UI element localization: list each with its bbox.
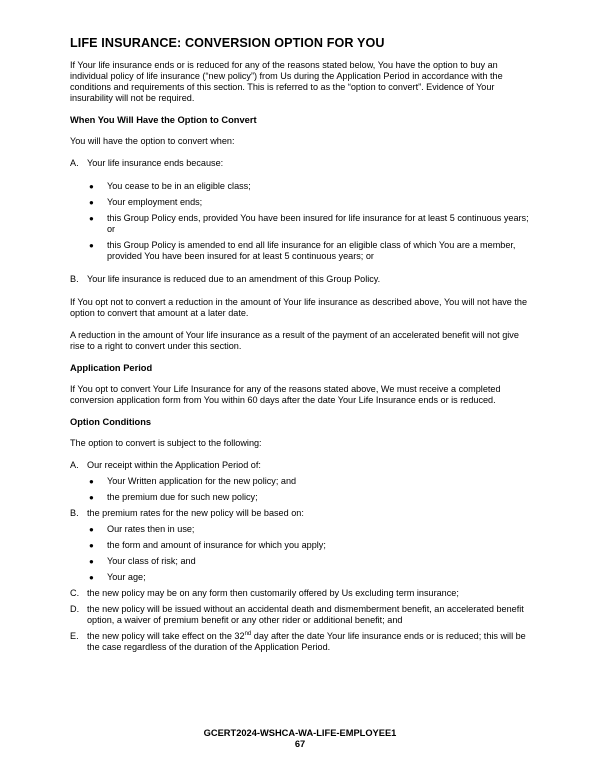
- list-label: B.: [70, 508, 79, 518]
- bullet-item: [87, 181, 532, 192]
- section-lead: The option to convert is subject to the following:: [70, 438, 262, 448]
- list-item: [70, 631, 532, 653]
- bullet-icon: ●: [89, 557, 94, 566]
- bullet-icon: ●: [89, 182, 94, 191]
- bullet-icon: ●: [89, 241, 94, 250]
- bullet-text: this Group Policy is amended to end all life insurance for an eligible class of which You are a member, provided You have been insured for at least 5 continuous years; or: [107, 240, 516, 261]
- paragraph: If You opt to convert Your Life Insurance for any of the reasons stated above, We must receive a completed conversion application form from You within 60 days after the date Your Life Insurance ends or is reduced.: [70, 384, 501, 405]
- bullet-text: the form and amount of insurance for which you apply;: [107, 540, 326, 550]
- list-text: the new policy will be issued without an accidental death and dismemberment benefit, an accelerated benefit option, a waiver of premium benefit or any other rider or additional benefit; and: [87, 604, 524, 625]
- bullet-icon: ●: [89, 493, 94, 502]
- bullet-text: Our rates then in use;: [107, 524, 195, 534]
- bullet-item: [87, 556, 532, 567]
- list-text: the premium rates for the new policy will be based on:: [87, 508, 304, 518]
- bullet-text: this Group Policy ends, provided You have been insured for life insurance for at least 5 continuous years; or: [107, 213, 529, 234]
- list-text: Your life insurance is reduced due to an amendment of this Group Policy.: [87, 274, 381, 284]
- section-heading-when: When You Will Have the Option to Convert: [70, 115, 257, 125]
- page-number: 67: [294, 739, 306, 749]
- section-heading-application-period: Application Period: [70, 363, 153, 373]
- list-label: B.: [70, 274, 79, 284]
- bullet-text: Your age;: [107, 572, 146, 582]
- list-label: A.: [70, 158, 79, 168]
- intro-paragraph: If Your life insurance ends or is reduced for any of the reasons stated below, You have the option to buy an individual policy of life insurance (“new policy”) from Us during the Application Period in accordance with the conditions and requirements of this section. This is referred to as the “option to convert”. Evidence of Your insurability will not be required.: [70, 60, 503, 103]
- page-footer: [0, 728, 600, 750]
- section-lead: You will have the option to convert when:: [70, 136, 235, 146]
- bullet-icon: ●: [89, 198, 94, 207]
- bullet-icon: ●: [89, 541, 94, 550]
- list-item: [70, 460, 532, 471]
- bullet-item: [87, 492, 532, 503]
- list-text: Your life insurance ends because:: [87, 158, 224, 168]
- conversion-list: [70, 158, 532, 285]
- paragraph: If You opt not to convert a reduction in the amount of Your life insurance as described above, You will not have the option to convert that amount at a later date.: [70, 297, 528, 318]
- bullet-icon: ●: [89, 214, 94, 223]
- list-item: [70, 588, 532, 599]
- bullet-text: Your employment ends;: [107, 197, 203, 207]
- bullet-item: [87, 213, 532, 235]
- bullet-item: [87, 197, 532, 208]
- bullet-icon: ●: [89, 477, 94, 486]
- list-label: E.: [70, 631, 79, 641]
- section-heading-option-conditions: Option Conditions: [70, 417, 152, 427]
- bullet-text: You cease to be in an eligible class;: [107, 181, 251, 191]
- list-item: [70, 274, 532, 285]
- bullet-item: [87, 524, 532, 535]
- list-label: D.: [70, 604, 80, 614]
- list-item: [70, 158, 532, 169]
- list-label: A.: [70, 460, 79, 470]
- bullet-item: [87, 476, 532, 487]
- bullet-text: the premium due for such new policy;: [107, 492, 258, 502]
- bullet-icon: ●: [89, 525, 94, 534]
- bullet-text: Your Written application for the new policy; and: [107, 476, 297, 486]
- list-text: Our receipt within the Application Period of:: [87, 460, 261, 470]
- bullet-item: [87, 572, 532, 583]
- list-item: [70, 508, 532, 519]
- list-label: C.: [70, 588, 80, 598]
- document-code: GCERT2024-WSHCA-WA-LIFE-EMPLOYEE1: [203, 728, 397, 738]
- page-content: [70, 36, 532, 658]
- bullet-item: [87, 240, 532, 262]
- bullet-item: [87, 540, 532, 551]
- bullet-text: Your class of risk; and: [107, 556, 196, 566]
- list-text: the new policy may be on any form then customarily offered by Us excluding term insurance;: [87, 588, 459, 598]
- bullet-icon: ●: [89, 573, 94, 582]
- page-title: LIFE INSURANCE: CONVERSION OPTION FOR YOU: [70, 36, 385, 50]
- list-text: the new policy will take effect on the 32nd day after the date Your life insurance ends or is reduced; this will be the case regardless of the duration of the Application Period.: [87, 630, 526, 652]
- conditions-list: [70, 460, 532, 653]
- list-item: [70, 604, 532, 626]
- paragraph: A reduction in the amount of Your life insurance as a result of the payment of an accelerated benefit will not give rise to a right to convert under this section.: [70, 330, 519, 351]
